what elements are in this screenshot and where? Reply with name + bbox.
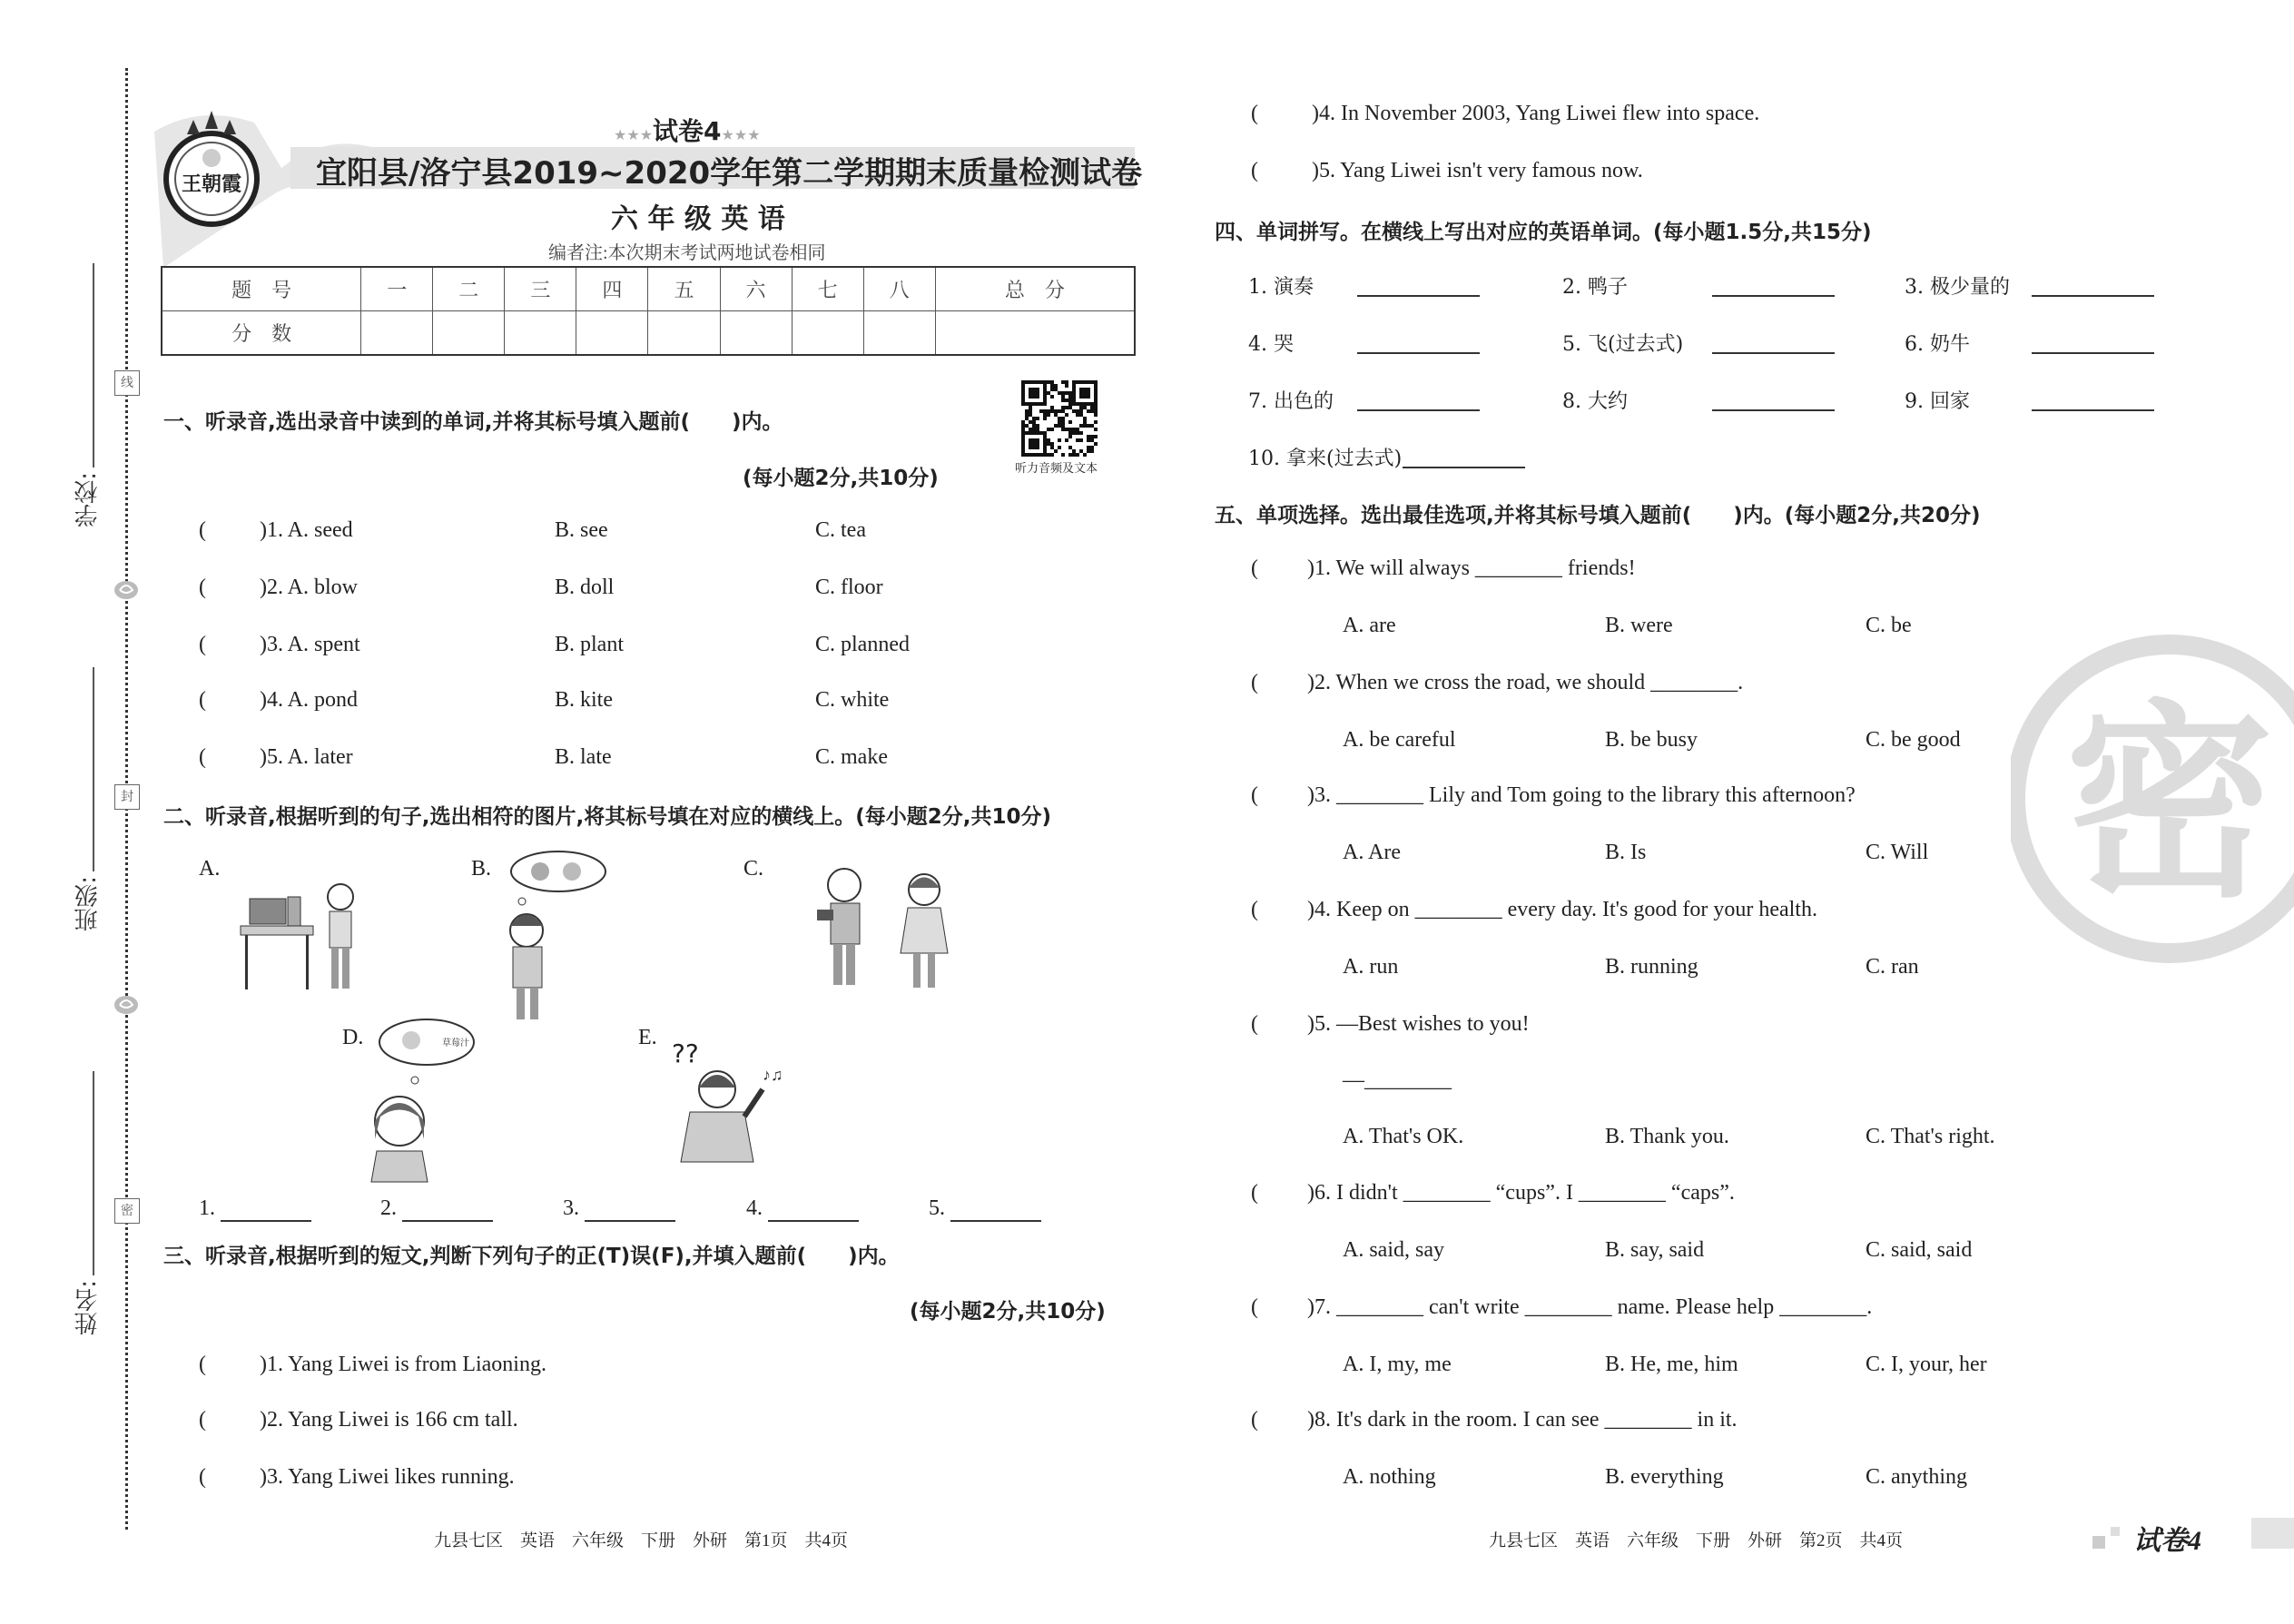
answer-blank[interactable] <box>2032 329 2154 354</box>
mc-option[interactable]: B. running <box>1605 955 1698 979</box>
footer-tag: 试卷4 <box>2133 1526 2201 1556</box>
tf-statement: )1. Yang Liwei is from Liaoning. <box>260 1353 546 1376</box>
answer-paren[interactable]: ( <box>1251 556 1258 580</box>
answer-paren[interactable]: ( <box>1251 1295 1258 1319</box>
mc-question: )4. Keep on ________ every day. It's good for your health. <box>1307 898 1817 921</box>
section5-title: 五、单项选择。选出最佳选项,并将其标号填入题前( )内。(每小题2分,共20分) <box>1215 504 1981 527</box>
spelling-prompt: 4. 哭 <box>1248 333 1294 356</box>
answer-blank[interactable] <box>1357 271 1480 297</box>
answer-paren[interactable]: ( <box>199 1465 206 1489</box>
mc-option[interactable]: B. everything <box>1605 1465 1724 1489</box>
score-header-cell: 一 <box>361 267 433 311</box>
blank-number: 2. <box>380 1196 397 1220</box>
blank-number: 4. <box>746 1196 763 1220</box>
picture-label-c: C. <box>743 857 764 881</box>
mc-option[interactable]: A. That's OK. <box>1343 1125 1464 1148</box>
section1-title: 一、听录音,选出录音中读到的单词,并将其标号填入题前( )内。 <box>163 410 783 434</box>
mc-option[interactable]: C. be good <box>1866 728 1961 752</box>
score-cell: 分 数 <box>162 311 361 356</box>
svg-text:??: ?? <box>672 1038 699 1068</box>
score-cell[interactable] <box>576 311 648 356</box>
answer-blank[interactable] <box>1712 271 1835 297</box>
blank-number: 1. <box>199 1196 215 1220</box>
school-label: 学校: <box>74 472 102 527</box>
mc-option[interactable]: A. run <box>1343 955 1399 979</box>
score-cell[interactable] <box>648 311 720 356</box>
answer-paren[interactable]: ( <box>199 633 206 656</box>
score-header-cell: 总 分 <box>935 267 1135 311</box>
answer-blank[interactable] <box>1357 386 1480 411</box>
school-line <box>93 263 94 468</box>
mc-option[interactable]: A. are <box>1343 614 1396 637</box>
answer-blank[interactable] <box>950 1196 1041 1222</box>
footer-tag-decoration <box>2111 1527 2120 1536</box>
picture-label-d: D. <box>342 1026 364 1049</box>
mc-option[interactable]: C. I, your, her <box>1866 1353 1987 1376</box>
option-b: B. see <box>555 518 608 542</box>
answer-blank[interactable] <box>2032 386 2154 411</box>
test-number: 试卷4 <box>653 116 722 146</box>
question-number-option-a: )2. A. blow <box>260 576 358 599</box>
answer-blank[interactable] <box>768 1196 859 1222</box>
mc-question: )2. When we cross the road, we should ________. <box>1307 671 1744 694</box>
mc-question: )5. —Best wishes to you! <box>1307 1012 1530 1036</box>
answer-paren[interactable]: ( <box>1251 783 1258 807</box>
score-header-cell: 题 号 <box>162 267 361 311</box>
footer-tag-decoration <box>2092 1536 2105 1549</box>
mc-question: )6. I didn't ________ “cups”. I ________ “caps”. <box>1307 1181 1735 1205</box>
mc-option[interactable]: B. were <box>1605 614 1673 637</box>
option-b: B. plant <box>555 633 624 656</box>
answer-paren[interactable]: ( <box>1251 1408 1258 1432</box>
dialogue-reply: —________ <box>1343 1068 1452 1092</box>
answer-paren[interactable]: ( <box>1251 898 1258 921</box>
score-cell[interactable] <box>720 311 792 356</box>
thought-bubble-text: 草莓汁 <box>442 1038 469 1048</box>
answer-paren[interactable]: ( <box>199 576 206 599</box>
option-c: C. tea <box>815 518 866 542</box>
star-icon: ★★★ <box>721 126 761 143</box>
answer-blank[interactable] <box>402 1196 493 1222</box>
option-b: B. kite <box>555 688 613 712</box>
mc-question: )3. ________ Lily and Tom going to the library this afternoon? <box>1307 783 1856 807</box>
picture-b-thinking-boy <box>495 849 613 1030</box>
mc-option[interactable]: C. Will <box>1866 841 1929 864</box>
spelling-prompt: 10. 拿来(过去式) <box>1248 448 1403 470</box>
answer-paren[interactable]: ( <box>199 688 206 712</box>
spelling-prompt: 5. 飞(过去式) <box>1562 333 1684 356</box>
answer-paren[interactable]: ( <box>199 518 206 542</box>
mc-option[interactable]: B. Is <box>1605 841 1647 864</box>
option-c: C. white <box>815 688 890 712</box>
picture-label-e: E. <box>638 1026 657 1049</box>
picture-label-b: B. <box>471 857 492 881</box>
option-b: B. doll <box>555 576 615 599</box>
answer-blank[interactable] <box>1403 443 1525 468</box>
option-c: C. make <box>815 745 888 769</box>
section3-score: (每小题2分,共10分) <box>910 1300 1106 1324</box>
question-number-option-a: )3. A. spent <box>260 633 360 656</box>
mc-option[interactable]: A. nothing <box>1343 1465 1436 1489</box>
mc-option[interactable]: C. ran <box>1866 955 1919 979</box>
tf-statement: )2. Yang Liwei is 166 cm tall. <box>260 1408 518 1432</box>
class-label: 班级: <box>74 876 102 931</box>
section4-title: 四、单词拼写。在横线上写出对应的英语单词。(每小题1.5分,共15分) <box>1215 221 1872 244</box>
music-note-icon: ♪♫ <box>763 1066 783 1084</box>
score-header-cell: 六 <box>720 267 792 311</box>
blank-number: 5. <box>929 1196 945 1220</box>
mc-option[interactable]: B. say, said <box>1605 1238 1705 1262</box>
seal-mark-xian: 线 <box>114 370 140 396</box>
option-c: C. planned <box>815 633 910 656</box>
class-line <box>93 667 94 871</box>
score-cell[interactable] <box>433 311 505 356</box>
test-badge <box>614 112 761 148</box>
answer-blank[interactable] <box>221 1196 311 1222</box>
tf-statement: )3. Yang Liwei likes running. <box>260 1465 515 1489</box>
seal-mark-mi: 密 <box>114 1198 140 1224</box>
answer-blank[interactable] <box>2032 271 2154 297</box>
score-cell[interactable] <box>935 311 1135 356</box>
score-cell[interactable] <box>792 311 863 356</box>
seal-mark-feng: 封 <box>114 784 140 810</box>
rose-icon <box>113 577 140 603</box>
footer-tag-band <box>2251 1518 2294 1549</box>
secret-watermark <box>2011 631 2294 967</box>
score-header-cell: 二 <box>433 267 505 311</box>
svg-text:密: 密 <box>2064 684 2275 926</box>
answer-paren[interactable]: ( <box>1251 1012 1258 1036</box>
spelling-prompt: 1. 演奏 <box>1248 276 1314 299</box>
answer-paren[interactable]: ( <box>1251 671 1258 694</box>
picture-d-thinking-girl <box>359 1017 486 1185</box>
answer-paren[interactable]: ( <box>1251 159 1258 182</box>
footer-right: 九县七区 英语 六年级 下册 外研 第2页 共4页 <box>1489 1531 1904 1550</box>
mc-question: )8. It's dark in the room. I can see ________ in it. <box>1307 1408 1738 1432</box>
spelling-prompt: 7. 出色的 <box>1248 390 1334 413</box>
mc-question: )7. ________ can't write ________ name. Please help ________. <box>1307 1295 1873 1319</box>
mc-question: )1. We will always ________ friends! <box>1307 556 1636 580</box>
mc-option[interactable]: C. That's right. <box>1866 1125 1995 1148</box>
picture-e-confused-girl <box>667 1035 812 1171</box>
mc-option[interactable]: B. He, me, him <box>1605 1353 1738 1376</box>
question-number-option-a: )4. A. pond <box>260 688 358 712</box>
score-header-cell: 三 <box>505 267 576 311</box>
mc-option[interactable]: A. said, say <box>1343 1238 1444 1262</box>
score-cell[interactable] <box>505 311 576 356</box>
spelling-prompt: 3. 极少量的 <box>1905 276 2010 299</box>
page-subtitle: 六 年 级 英 语 <box>611 203 785 235</box>
star-icon: ★★★ <box>614 126 654 143</box>
qr-caption: 听力音频及文本 <box>1015 461 1098 475</box>
mc-option[interactable]: A. be careful <box>1343 728 1456 752</box>
page-title: 宜阳县/洛宁县2019~2020学年第二学期期末质量检测试卷 <box>316 155 1143 192</box>
score-cell[interactable] <box>361 311 433 356</box>
spelling-prompt: 8. 大约 <box>1562 390 1628 413</box>
picture-a-computer-boy <box>231 871 377 999</box>
mc-option[interactable]: A. I, my, me <box>1343 1353 1452 1376</box>
brand-logo <box>162 102 261 233</box>
qr-code[interactable] <box>1020 379 1098 458</box>
mc-option[interactable]: C. be <box>1866 614 1912 637</box>
answer-paren[interactable]: ( <box>199 1353 206 1376</box>
picture-label-a: A. <box>199 857 221 881</box>
rose-icon <box>113 992 140 1018</box>
answer-blank[interactable] <box>1712 386 1835 411</box>
section1-score: (每小题2分,共10分) <box>743 467 939 490</box>
tf-statement: )4. In November 2003, Yang Liwei flew into space. <box>1312 102 1760 125</box>
spelling-prompt: 9. 回家 <box>1905 390 1970 413</box>
score-header-cell: 八 <box>863 267 935 311</box>
name-line <box>93 1071 94 1275</box>
spelling-prompt: 2. 鸭子 <box>1562 276 1628 299</box>
blank-number: 3. <box>563 1196 579 1220</box>
answer-blank[interactable] <box>1357 329 1480 354</box>
score-header-cell: 五 <box>648 267 720 311</box>
picture-c-photo-kids <box>790 862 962 999</box>
answer-blank[interactable] <box>585 1196 675 1222</box>
footer-left: 九县七区 英语 六年级 下册 外研 第1页 共4页 <box>434 1531 849 1550</box>
svg-text:王朝霞: 王朝霞 <box>181 172 242 196</box>
mc-option[interactable]: B. Thank you. <box>1605 1125 1729 1148</box>
section3-title: 三、听录音,根据听到的短文,判断下列句子的正(T)误(F),并填入题前( )内。 <box>163 1245 900 1268</box>
tf-statement: )5. Yang Liwei isn't very famous now. <box>1312 159 1643 182</box>
answer-paren[interactable]: ( <box>1251 102 1258 125</box>
mc-option[interactable]: A. Are <box>1343 841 1401 864</box>
mc-option[interactable]: C. anything <box>1866 1465 1967 1489</box>
question-number-option-a: )5. A. later <box>260 745 353 769</box>
mc-option[interactable]: B. be busy <box>1605 728 1698 752</box>
question-number-option-a: )1. A. seed <box>260 518 353 542</box>
editor-note: 编者注:本次期末考试两地试卷相同 <box>548 243 826 263</box>
answer-paren[interactable]: ( <box>1251 1181 1258 1205</box>
mc-option[interactable]: C. said, said <box>1866 1238 1973 1262</box>
answer-blank[interactable] <box>1712 329 1835 354</box>
option-c: C. floor <box>815 576 883 599</box>
option-b: B. late <box>555 745 612 769</box>
section2-title: 二、听录音,根据听到的句子,选出相符的图片,将其标号填在对应的横线上。(每小题2分,共10分) <box>163 805 1051 829</box>
spelling-prompt: 6. 奶牛 <box>1905 333 1970 356</box>
score-table <box>161 266 1136 356</box>
score-cell[interactable] <box>863 311 935 356</box>
name-label: 姓名: <box>74 1280 102 1335</box>
answer-paren[interactable]: ( <box>199 1408 206 1432</box>
score-header-cell: 七 <box>792 267 863 311</box>
answer-paren[interactable]: ( <box>199 745 206 769</box>
score-header-cell: 四 <box>576 267 648 311</box>
